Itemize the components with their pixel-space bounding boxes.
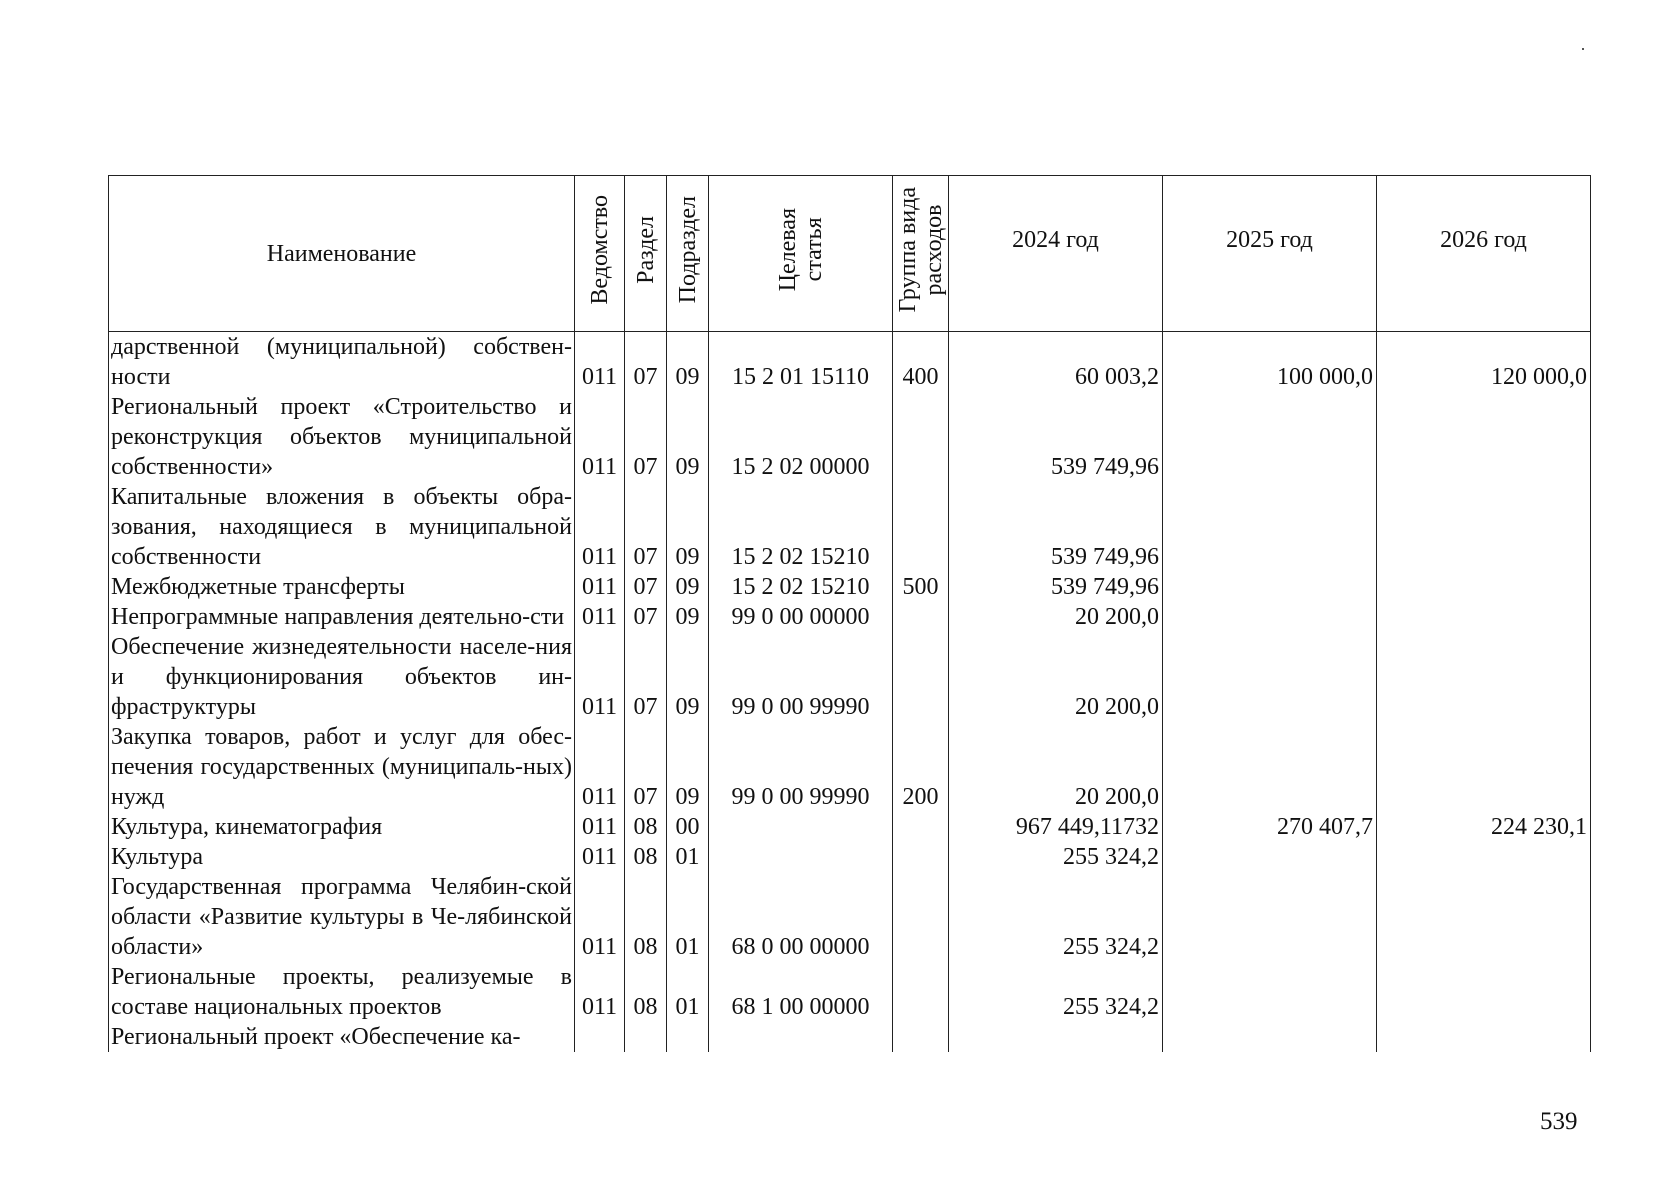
cell-pod: 09 [667, 332, 709, 393]
cell-pod: 00 [667, 812, 709, 842]
table-row [109, 332, 1591, 393]
cell-pod: 09 [667, 722, 709, 812]
header-podrazdel: Подраздел [667, 176, 709, 332]
cell-pod: 09 [667, 632, 709, 722]
cell-y2026 [1377, 842, 1591, 872]
cell-name: Региональные проекты, реализуемые в составе национальных проектов [109, 962, 575, 1022]
cell-y2026 [1377, 962, 1591, 1022]
cell-name: Закупка товаров, работ и услуг для обес-печения государственных (муниципаль-ных) нужд [109, 722, 575, 812]
header-razdel: Раздел [625, 176, 667, 332]
table-row [109, 842, 1591, 872]
cell-y2024: 539 749,96 [949, 572, 1163, 602]
cell-y2024: 20 200,0 [949, 602, 1163, 632]
cell-grp: 400 [893, 332, 949, 393]
cell-ved: 011 [575, 842, 625, 872]
cell-raz: 08 [625, 962, 667, 1022]
cell-y2024: 539 749,96 [949, 482, 1163, 572]
cell-raz: 08 [625, 872, 667, 962]
table-row [109, 482, 1591, 572]
cell-grp [893, 872, 949, 962]
header-name: Наименование [109, 176, 575, 332]
cell-name: дарственной (муниципальной) собствен-ности [109, 332, 575, 393]
cell-ved: 011 [575, 332, 625, 393]
header-gruppa-vida-rashodov: Группа вида расходов [893, 176, 949, 332]
cell-y2025 [1163, 602, 1377, 632]
cell-raz: 07 [625, 482, 667, 572]
cell-raz: 07 [625, 632, 667, 722]
cell-y2025 [1163, 482, 1377, 572]
cell-y2025 [1163, 572, 1377, 602]
cell-cel: 99 0 00 99990 [709, 722, 893, 812]
header-celevaya-statya: Целевая статья [709, 176, 893, 332]
cell-grp [893, 392, 949, 482]
cell-grp [893, 812, 949, 842]
table-row [109, 572, 1591, 602]
cell-pod: 09 [667, 572, 709, 602]
scan-speck [1582, 48, 1584, 50]
cell-ved: 011 [575, 632, 625, 722]
cell-raz: 07 [625, 722, 667, 812]
cell-cel: 99 0 00 00000 [709, 602, 893, 632]
cell-ved [575, 1022, 625, 1052]
cell-name: Обеспечение жизнедеятельности населе-ния и функционирования объектов ин-фраструктуры [109, 632, 575, 722]
table-row-continuation [109, 1022, 1591, 1052]
cell-y2026 [1377, 1022, 1591, 1052]
cell-grp: 200 [893, 722, 949, 812]
table-row [109, 632, 1591, 722]
cell-y2026: 120 000,0 [1377, 332, 1591, 393]
cell-raz: 07 [625, 572, 667, 602]
cell-pod: 09 [667, 392, 709, 482]
cell-grp [893, 602, 949, 632]
cell-y2025 [1163, 1022, 1377, 1052]
cell-y2026 [1377, 872, 1591, 962]
cell-ved: 011 [575, 722, 625, 812]
cell-raz: 07 [625, 602, 667, 632]
cell-y2026: 224 230,1 [1377, 812, 1591, 842]
cell-y2025 [1163, 962, 1377, 1022]
table-row [109, 602, 1591, 632]
table-row [109, 722, 1591, 812]
cell-y2026 [1377, 482, 1591, 572]
cell-pod [667, 1022, 709, 1052]
cell-cel [709, 842, 893, 872]
table-row [109, 812, 1591, 842]
cell-name: Непрограммные направления деятельно-сти [109, 602, 575, 632]
cell-raz: 07 [625, 332, 667, 393]
cell-ved: 011 [575, 572, 625, 602]
cell-raz: 07 [625, 392, 667, 482]
table-row [109, 392, 1591, 482]
table-row [109, 962, 1591, 1022]
budget-table [108, 175, 1591, 1052]
table-header-row [109, 176, 1591, 332]
cell-pod: 09 [667, 602, 709, 632]
cell-ved: 011 [575, 392, 625, 482]
cell-y2024: 255 324,2 [949, 842, 1163, 872]
cell-y2024 [949, 1022, 1163, 1052]
cell-y2024: 539 749,96 [949, 392, 1163, 482]
cell-y2025 [1163, 392, 1377, 482]
cell-cel: 15 2 01 15110 [709, 332, 893, 393]
header-2026: 2026 год [1377, 176, 1591, 332]
cell-y2024: 60 003,2 [949, 332, 1163, 393]
cell-name: Региональный проект «Обеспечение ка- [109, 1022, 575, 1052]
cell-raz: 08 [625, 812, 667, 842]
cell-cel: 15 2 02 15210 [709, 572, 893, 602]
cell-y2025 [1163, 842, 1377, 872]
cell-ved: 011 [575, 602, 625, 632]
cell-y2024: 255 324,2 [949, 962, 1163, 1022]
cell-raz: 08 [625, 842, 667, 872]
cell-cel [709, 812, 893, 842]
cell-name: Капитальные вложения в объекты обра-зования, находящиеся в муниципальной собственности [109, 482, 575, 572]
cell-grp [893, 962, 949, 1022]
cell-name: Культура, кинематография [109, 812, 575, 842]
cell-y2025 [1163, 722, 1377, 812]
cell-grp [893, 842, 949, 872]
cell-y2024: 255 324,2 [949, 872, 1163, 962]
page-number: 539 [1540, 1108, 1578, 1135]
cell-grp [893, 632, 949, 722]
cell-pod: 01 [667, 842, 709, 872]
cell-y2025: 270 407,7 [1163, 812, 1377, 842]
header-vedomstvo: Ведомство [575, 176, 625, 332]
cell-y2026 [1377, 572, 1591, 602]
cell-y2026 [1377, 602, 1591, 632]
cell-name: Государственная программа Челябин-ской области «Развитие культуры в Че-лябинской области» [109, 872, 575, 962]
cell-grp: 500 [893, 572, 949, 602]
cell-y2024: 20 200,0 [949, 632, 1163, 722]
cell-ved: 011 [575, 962, 625, 1022]
cell-y2026 [1377, 632, 1591, 722]
cell-cel: 15 2 02 15210 [709, 482, 893, 572]
cell-y2024: 20 200,0 [949, 722, 1163, 812]
cell-y2026 [1377, 722, 1591, 812]
cell-pod: 09 [667, 482, 709, 572]
cell-ved: 011 [575, 482, 625, 572]
cell-name: Культура [109, 842, 575, 872]
cell-pod: 01 [667, 962, 709, 1022]
cell-cel: 15 2 02 00000 [709, 392, 893, 482]
header-2024: 2024 год [949, 176, 1163, 332]
cell-ved: 011 [575, 812, 625, 842]
cell-y2024: 967 449,11732 [949, 812, 1163, 842]
cell-y2025 [1163, 872, 1377, 962]
cell-ved: 011 [575, 872, 625, 962]
table-body [109, 332, 1591, 1053]
header-2025: 2025 год [1163, 176, 1377, 332]
cell-grp [893, 482, 949, 572]
cell-cel: 68 0 00 00000 [709, 872, 893, 962]
cell-name: Региональный проект «Строительство и реконструкция объектов муниципальной собственности» [109, 392, 575, 482]
cell-raz [625, 1022, 667, 1052]
cell-y2025: 100 000,0 [1163, 332, 1377, 393]
cell-cel: 68 1 00 00000 [709, 962, 893, 1022]
table-row [109, 872, 1591, 962]
cell-pod: 01 [667, 872, 709, 962]
cell-cel: 99 0 00 99990 [709, 632, 893, 722]
cell-y2026 [1377, 392, 1591, 482]
cell-grp [893, 1022, 949, 1052]
cell-name: Межбюджетные трансферты [109, 572, 575, 602]
cell-cel [709, 1022, 893, 1052]
cell-y2025 [1163, 632, 1377, 722]
